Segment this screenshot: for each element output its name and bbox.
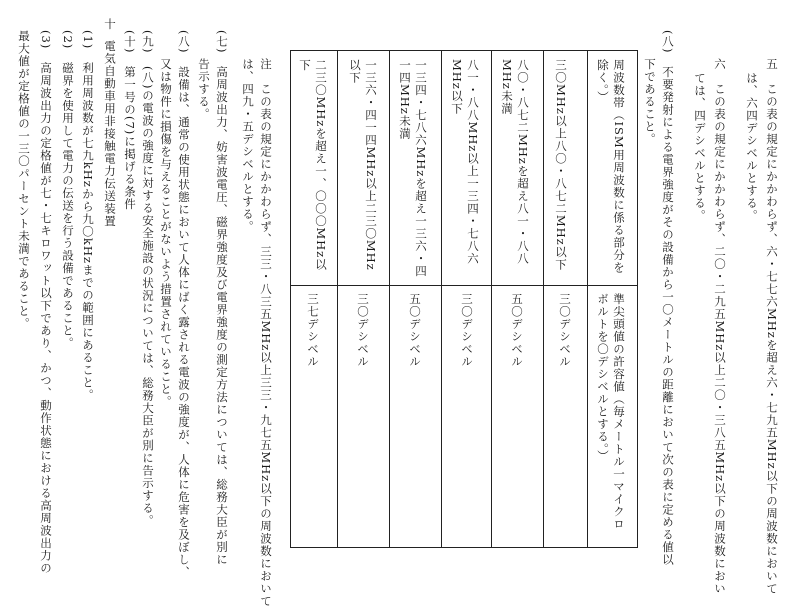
paragraph-6-line-1: 六 この表の規定にかかわらず、二〇・二九五MHz以上二〇・三八五MHz以下の周波数におい xyxy=(713,58,727,595)
table-header-divider xyxy=(291,285,637,286)
section-10-item-3-line-1: (3) 高周波出力の定格値が七・七キロワット以下であり、かつ、動作状態における高周波出力の xyxy=(39,30,53,575)
item-7-line-1: (七) 高周波出力、妨害波電圧、磁界強度及び電界強度の測定方法については、総務大臣が別に xyxy=(215,30,229,566)
table-note-line-2: は、四九・五デシベルとする。 xyxy=(241,58,255,233)
table-row-value: 三〇デシベル xyxy=(356,293,370,368)
section-10-item-3-line-2: 最大値が定格値の一三〇パーセント未満であること。 xyxy=(17,30,31,330)
table-column-divider xyxy=(587,51,588,547)
table-row-value: 五〇デシベル xyxy=(510,293,524,368)
paragraph-6-line-2: ては、四デシベルとする。 xyxy=(693,72,707,222)
table-row-band: 一三四・七八六MHzを超え一三六・四一四MHz未満 xyxy=(398,59,428,278)
table-row-value: 三〇デシベル xyxy=(460,293,474,368)
item-8-line-1: (八) 設備は、通常の使用状態において人体にばく露される電波の強度が、人体に危害を及ぼし、 xyxy=(177,30,191,579)
item-7-line-2: 告示する。 xyxy=(197,58,211,121)
section-10-item-1: (1) 利用周波数が七九kHzから九〇kHzまでの範囲にあること。 xyxy=(81,30,95,402)
paragraph-b-line-1: (八) 不要発射による電界強度がその設備から一〇メートルの距離において次の表に定める値以 xyxy=(661,30,675,566)
item-8-line-2: 又は物件に損傷を与えることがないよう措置されていること。 xyxy=(159,58,173,408)
table-row-value: 五〇デシベル xyxy=(408,293,422,368)
table-row-band: 二三〇MHzを超え一、〇〇〇MHz以下 xyxy=(298,59,328,271)
paragraph-5-line-2: は、六四デシベルとする。 xyxy=(745,72,759,222)
table-row-band: 三〇MHz以上八〇・八七二MHz以下 xyxy=(554,59,568,271)
table-header-band: 周波数帯（ISM用周波数に係る部分を除く。） xyxy=(596,59,626,274)
table-note-line-1: 注 この表の規定にかかわらず、三三・八三五MHz以上三三・九七五MHz以下の周波数において xyxy=(259,58,273,607)
table-column-divider xyxy=(491,51,492,547)
table-row-value: 三〇デシベル xyxy=(558,293,572,368)
paragraph-5-line-1: 五 この表の規定にかかわらず、六・七七六MHzを超え六・七九五MHz以下の周波数において xyxy=(765,58,779,595)
table-row-band: 八〇・八七二MHzを超え八一・八八MHz未満 xyxy=(500,59,530,265)
table-column-divider xyxy=(389,51,390,547)
item-9: (九) (八)の電波の強度に対する安全施設の状況については、総務大臣が別に告示する。 xyxy=(141,30,155,527)
table-column-divider xyxy=(337,51,338,547)
table-row-value: 三七デシベル xyxy=(306,293,320,368)
table-row-band: 八一・八八MHz以上一三四・七八六MHz以下 xyxy=(450,59,480,265)
table-row-band: 一三六・四一四MHz以上二三〇MHz以下 xyxy=(348,59,378,271)
item-10: (十) 第一号の(7)に掲げる条件 xyxy=(123,30,137,211)
section-10-number: 十 xyxy=(103,18,117,31)
section-10-title: 電気自動車用非接触電力伝送装置 xyxy=(103,40,117,228)
table-header-value: 準尖頭値の許容値（毎メートル一マイクロボルトを〇デシベルとする。） xyxy=(596,293,626,531)
section-10-item-2: (2) 磁界を使用して電力の伝送を行う設備であること。 xyxy=(61,30,75,350)
paragraph-b-line-2: 下であること。 xyxy=(643,58,657,146)
table-column-divider xyxy=(441,51,442,547)
emission-limit-table xyxy=(290,50,638,548)
table-column-divider xyxy=(543,51,544,547)
